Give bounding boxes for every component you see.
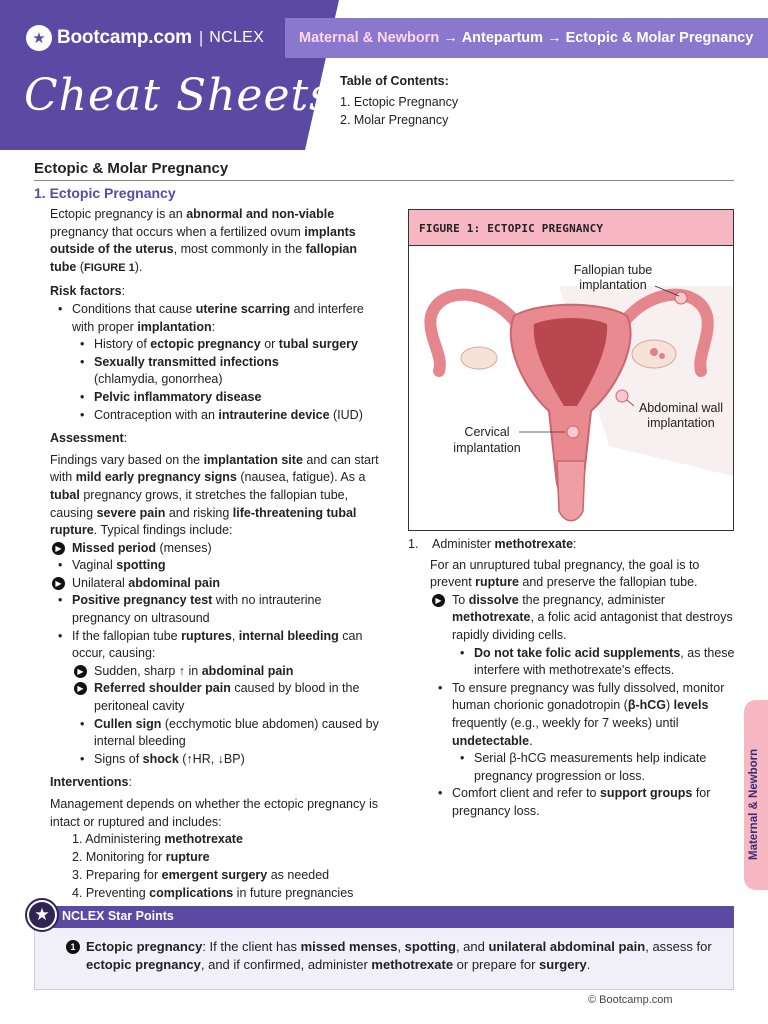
text: Missed period	[72, 540, 157, 555]
text: Assessment	[50, 431, 124, 446]
text: rupture	[165, 849, 210, 864]
interventions-paragraph: Management depends on whether the ectopic pregnancy is intact or ruptured and includes:	[50, 797, 378, 829]
text: abnormal and non-viable	[186, 207, 335, 221]
text: 1.	[408, 537, 419, 551]
list-item	[58, 301, 380, 424]
list-item	[72, 867, 380, 885]
text: ,	[397, 939, 405, 954]
text: :	[123, 431, 128, 446]
label-cervical-2: implantation	[453, 441, 521, 455]
text: To	[452, 592, 469, 607]
text: , a folic acid antagonist that destroys rapidly dividing cells.	[452, 610, 733, 642]
text: dissolve	[468, 592, 519, 607]
methotrexate-paragraph	[430, 557, 738, 592]
text: ruptures	[181, 628, 232, 643]
text: and can start with	[50, 452, 379, 485]
text: surgery	[539, 957, 587, 972]
text: with no intrauterine pregnancy on ultrasound	[72, 593, 322, 626]
text: Ectopic pregnancy	[86, 939, 203, 954]
star-point-number: 1	[66, 940, 80, 954]
text: Do not take folic acid supplements	[474, 645, 681, 660]
text: levels	[673, 698, 709, 713]
list-item	[80, 389, 380, 407]
figure-ectopic-pregnancy	[408, 209, 734, 531]
text: and interfere with proper	[72, 301, 364, 334]
text: ,	[231, 628, 239, 643]
risk-list	[50, 301, 380, 424]
text: abdominal pain	[128, 575, 220, 590]
text: Serial β-hCG measurements help indicate pregnancy progression or loss.	[474, 751, 707, 783]
up-arrow-icon: ↑	[178, 663, 186, 678]
text: undetectable	[452, 733, 530, 748]
text: caused by blood in the peritoneal cavity	[94, 681, 360, 714]
risk-factors-label	[50, 283, 380, 301]
text: mild early pregnancy signs	[75, 470, 237, 485]
assessment-list	[50, 540, 380, 769]
text: . Typical findings include:	[93, 523, 233, 538]
text: Referred shoulder pain	[94, 681, 231, 696]
bullet-icon: •	[58, 558, 63, 573]
list-item	[438, 785, 738, 820]
divider	[34, 180, 734, 181]
text: Findings vary based on the	[50, 452, 204, 467]
list-item	[55, 540, 380, 558]
text: severe pain	[96, 505, 166, 520]
bullet-icon: •	[80, 407, 85, 422]
text: for pregnancy loss.	[452, 786, 711, 818]
text: frequently (e.g., weekly for 7 weeks) until	[452, 715, 679, 730]
text: pregnancy grows, it stretches the fallopian tube, causing	[50, 487, 349, 520]
text: the pregnancy, administer	[518, 592, 666, 607]
risk-sublist	[72, 336, 380, 424]
text: Risk factors	[50, 284, 122, 299]
intro-paragraph	[50, 206, 380, 277]
play-icon: ▶	[52, 577, 65, 590]
list-item	[72, 885, 380, 903]
interventions-label	[50, 774, 380, 792]
table-of-contents	[340, 72, 458, 129]
list-item	[72, 849, 380, 867]
breadcrumb-arrow-icon: →	[443, 30, 458, 46]
down-arrow-icon: ↓	[217, 751, 224, 766]
star-badge-icon: ★	[26, 25, 52, 51]
methotrexate-list	[430, 592, 738, 821]
text: implantation	[137, 319, 212, 334]
text: To ensure pregnancy was fully dissolved, monitor human chorionic gonadotropin (	[452, 680, 725, 713]
list-item	[58, 592, 380, 627]
list-item	[435, 592, 738, 680]
star-points-title: NCLEX Star Points	[34, 906, 734, 928]
text: tubal surgery	[278, 337, 358, 352]
text: support groups	[599, 786, 693, 801]
bullet-icon: •	[460, 645, 465, 660]
text: abdominal pain	[201, 663, 294, 678]
text: (ecchymotic blue abdomen) caused by internal bleeding	[94, 716, 379, 749]
text: (menses)	[156, 540, 212, 555]
cheat-sheets-title: Cheat Sheets	[24, 70, 333, 121]
text: methotrexate	[494, 537, 574, 551]
text: rupture	[475, 575, 519, 590]
text: For an unruptured tubal pregnancy, the goal is to prevent	[430, 557, 700, 590]
text: implants outside of the uterus	[50, 224, 356, 257]
text: ectopic pregnancy	[150, 337, 261, 352]
hcg-sublist	[452, 750, 738, 785]
list-item	[55, 575, 380, 593]
list-item	[80, 751, 380, 769]
text: Conditions that cause	[72, 301, 196, 316]
brand[interactable]	[26, 25, 264, 51]
text: unilateral abdominal pain	[488, 939, 646, 954]
list-item	[77, 680, 380, 715]
bullet-icon: •	[438, 786, 443, 801]
list-item	[80, 407, 380, 425]
text: (	[76, 259, 85, 274]
text: spotting	[404, 939, 456, 954]
label-abdominal-1: Abdominal wall	[638, 401, 724, 415]
text: Ectopic pregnancy is an	[50, 207, 187, 221]
text: implantation site	[203, 452, 303, 467]
text: , and	[455, 939, 489, 954]
bullet-icon: •	[80, 389, 85, 404]
text: : If the client has	[202, 939, 301, 954]
text: or prepare for	[453, 957, 540, 972]
text: shock	[142, 751, 179, 766]
brand-name: Bootcamp.com	[57, 27, 192, 48]
text: and preserve the fallopian tube.	[518, 575, 698, 590]
text: :	[211, 319, 216, 334]
label-tube-1: Fallopian tube	[573, 263, 653, 277]
figure-ref[interactable]: FIGURE 1	[84, 261, 135, 274]
text: BP)	[223, 751, 245, 766]
list-item	[80, 716, 380, 751]
text: uterine scarring	[195, 301, 291, 316]
text: in future pregnancies	[233, 885, 354, 900]
brand-separator: |	[198, 28, 204, 47]
text: life-threatening tubal rupture	[50, 505, 357, 538]
text: Cullen sign	[94, 716, 162, 731]
play-icon: ▶	[74, 682, 87, 695]
bullet-icon: •	[460, 751, 465, 766]
bullet-icon: •	[80, 716, 85, 731]
list-item	[460, 645, 738, 680]
list-item	[438, 680, 738, 786]
label-abdominal-2: implantation	[647, 416, 715, 430]
page-title: Ectopic & Molar Pregnancy	[34, 160, 229, 177]
text: If the fallopian tube	[72, 628, 182, 643]
text: internal bleeding	[238, 628, 339, 643]
right-column	[408, 536, 738, 821]
text: complications	[149, 885, 234, 900]
text: in	[185, 663, 202, 678]
text: β-hCG	[627, 698, 666, 713]
text: or	[260, 337, 279, 352]
text: , and if confirmed, administer	[200, 957, 372, 972]
text: .	[586, 957, 591, 972]
list-item	[460, 750, 738, 785]
text: ).	[134, 259, 143, 274]
toc-item-ectopic[interactable]: 1. Ectopic Pregnancy	[340, 95, 459, 109]
side-tab-label: Maternal & Newborn	[748, 748, 760, 860]
text: (nausea, fatigue). As a	[236, 470, 366, 485]
bullet-icon: •	[58, 593, 63, 608]
star-icon: ★	[25, 898, 59, 932]
text: ectopic pregnancy	[86, 957, 201, 972]
up-arrow-icon: ↑	[186, 751, 193, 766]
text: emergent surgery	[161, 867, 268, 882]
bullet-icon: •	[80, 751, 85, 766]
breadcrumb-item-antepartum[interactable]: Antepartum	[461, 30, 544, 46]
text: Pelvic inflammatory disease	[94, 389, 262, 404]
text: Administer	[432, 537, 495, 551]
footer-copyright: © Bootcamp.com	[588, 994, 673, 1006]
text: :	[573, 537, 577, 551]
assessment-label	[50, 430, 380, 448]
breadcrumb-item-current: Ectopic & Molar Pregnancy	[565, 30, 754, 46]
bullet-icon: •	[58, 628, 63, 643]
text: pregnancy that occurs when a fertilized ovum	[50, 224, 305, 239]
text: History of	[94, 337, 151, 352]
figure-caption: FIGURE 1: ECTOPIC PREGNANCY	[409, 210, 733, 246]
list-item	[72, 831, 380, 849]
text: missed menses	[300, 939, 398, 954]
text: methotrexate	[164, 832, 243, 847]
text: HR,	[192, 751, 218, 766]
text: .	[529, 733, 533, 748]
breadcrumb-item-maternal[interactable]: Maternal & Newborn	[299, 30, 440, 46]
play-icon: ▶	[52, 542, 65, 555]
breadcrumb-arrow-icon: →	[547, 30, 562, 46]
text: intrauterine device	[218, 407, 330, 422]
methotrexate-heading	[408, 536, 738, 554]
methotrexate-block	[408, 557, 738, 821]
star-point-text	[86, 938, 726, 974]
text: methotrexate	[452, 610, 531, 625]
toc-title: Table of Contents:	[340, 74, 449, 88]
bullet-icon: •	[438, 680, 443, 695]
play-icon: ▶	[432, 594, 445, 607]
bullet-icon: •	[80, 337, 85, 352]
text: methotrexate	[371, 957, 454, 972]
text: Signs of	[94, 751, 143, 766]
brand-product: NCLEX	[209, 29, 265, 46]
breadcrumb	[285, 18, 768, 58]
text: and risking	[165, 505, 233, 520]
text: )	[666, 698, 674, 713]
text: spotting	[116, 558, 166, 573]
text: Unilateral	[72, 575, 129, 590]
list-item	[80, 336, 380, 354]
text: (IUD)	[329, 407, 363, 422]
list-item	[58, 557, 380, 575]
bullet-icon: •	[58, 301, 63, 316]
text: Positive pregnancy test	[72, 593, 213, 608]
text: (chlamydia, gonorrhea)	[94, 372, 223, 387]
rupture-sublist	[72, 663, 380, 769]
list-item	[58, 628, 380, 769]
label-cervical-1: Cervical	[464, 425, 510, 439]
text: 1. Administering	[72, 832, 165, 847]
text: Interventions	[50, 775, 129, 790]
text: Sexually transmitted infections	[94, 354, 279, 369]
toc-item-molar[interactable]: 2. Molar Pregnancy	[340, 113, 449, 127]
text: Sudden, sharp	[94, 663, 179, 678]
text: fallopian tube	[50, 242, 358, 274]
text: 4. Preventing	[72, 885, 150, 900]
assessment-paragraph	[50, 452, 380, 540]
text: 3. Preparing for	[72, 867, 162, 882]
text: :	[121, 284, 126, 299]
section-title: 1. Ectopic Pregnancy	[34, 185, 176, 201]
text: :	[128, 775, 132, 790]
text: 2. Monitoring for	[72, 849, 166, 864]
list-item	[80, 354, 380, 389]
left-column	[50, 206, 380, 902]
bullet-icon: •	[80, 354, 85, 369]
text: Contraception with an	[94, 407, 219, 422]
play-icon: ▶	[74, 665, 87, 678]
label-tube-2: implantation	[579, 278, 647, 292]
text: (	[178, 751, 187, 766]
text: , as these interfere with methotrexate's effects.	[474, 645, 735, 678]
text: Comfort client and refer to	[452, 786, 600, 801]
text: Vaginal	[72, 558, 117, 573]
text: , most commonly in the	[173, 242, 306, 257]
text: tubal	[50, 487, 80, 502]
methotrexate-sublist	[452, 645, 738, 680]
text: as needed	[267, 867, 330, 882]
text: , assess for	[645, 939, 712, 954]
interventions-list	[50, 831, 380, 902]
text: can occur, causing:	[72, 628, 363, 661]
uterus-illustration	[409, 246, 733, 530]
list-item	[77, 663, 380, 681]
